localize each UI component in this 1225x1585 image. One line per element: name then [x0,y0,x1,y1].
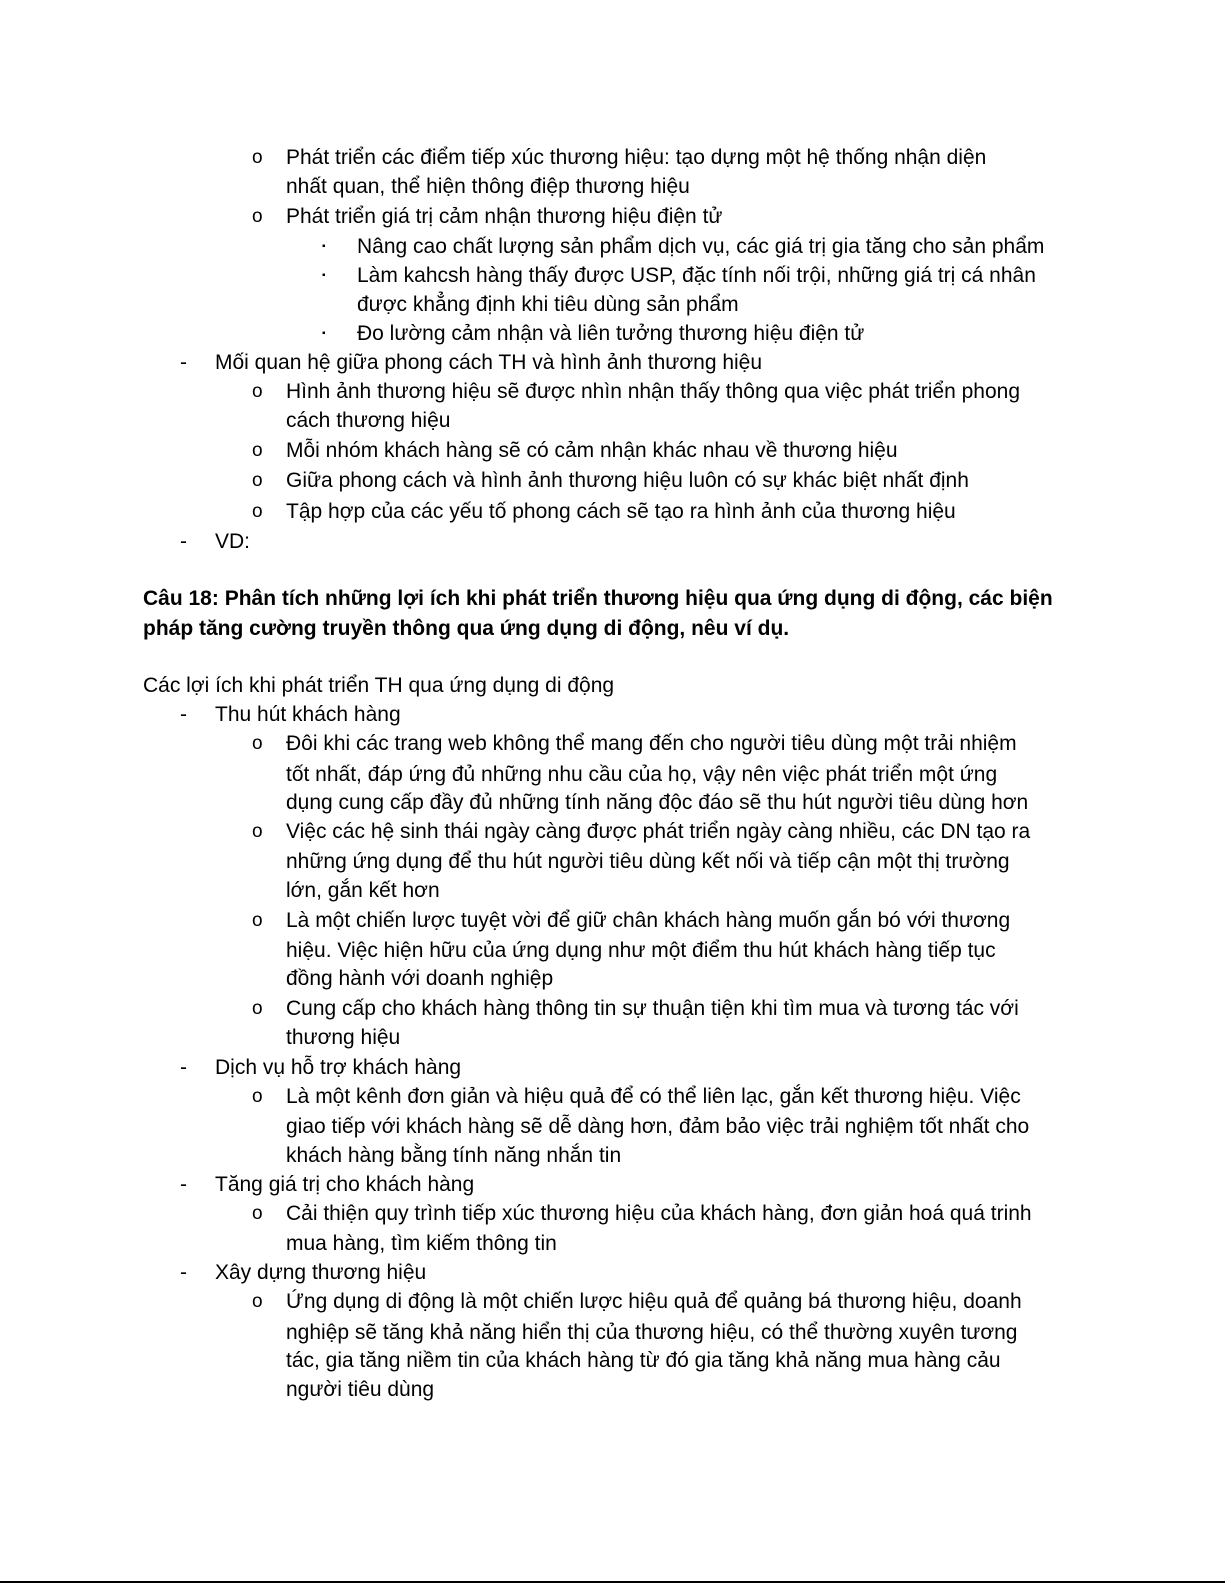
list-item-text: giao tiếp với khách hàng sẽ dễ dàng hơn, đảm bảo việc trải nghiệm tốt nhất cho [286,1115,1030,1138]
bullet-dash: - [180,703,187,726]
list-item-text: người tiêu dùng [286,1378,435,1401]
question-heading: pháp tăng cường truyền thông qua ứng dụng di động, nêu ví dụ. [143,617,790,640]
list-item-text: Việc các hệ sinh thái ngày càng được phát triển ngày càng nhiều, các DN tạo ra [286,820,1031,843]
bullet-circle: o [252,1291,263,1312]
bullet-circle: o [252,206,263,227]
list-item-text: Là một chiến lược tuyệt vời để giữ chân khách hàng muốn gắn bó với thương [286,909,1011,932]
list-item-text: Ứng dụng di động là một chiến lược hiệu quả để quảng bá thương hiệu, doanh [286,1290,1022,1313]
list-item-text: được khẳng định khi tiêu dùng sản phẩm [357,293,739,316]
list-item-text: Hình ảnh thương hiệu sẽ được nhìn nhận thấy thông qua việc phát triển phong [286,380,1021,403]
list-item-text: Tập hợp của các yếu tố phong cách sẽ tạo ra hình ảnh của thương hiệu [286,500,956,523]
bullet-dash: - [180,1173,187,1196]
list-item-text: khách hàng bằng tính năng nhắn tin [286,1144,622,1167]
list-item-text: Tăng giá trị cho khách hàng [215,1173,475,1196]
bullet-dash: - [180,351,187,374]
list-item-text: Thu hút khách hàng [215,703,401,726]
list-item-text: Dịch vụ hỗ trợ khách hàng [215,1056,462,1079]
bullet-circle: o [252,440,263,461]
list-item-text: nhất quan, thể hiện thông điệp thương hiệu [286,175,690,198]
list-item-text: Phát triển giá trị cảm nhận thương hiệu điện tử [286,205,723,228]
list-item-text: Cải thiện quy trình tiếp xúc thương hiệu của khách hàng, đơn giản hoá quá trinh [286,1202,1032,1225]
list-item-text: cách thương hiệu [286,409,451,432]
bullet-circle: o [252,1203,263,1224]
bullet-circle: o [252,147,263,168]
list-item-text: những ứng dụng để thu hút người tiêu dùng kết nối và tiếp cận một thị trường [286,850,1010,873]
section-intro: Các lợi ích khi phát triển TH qua ứng dụng di động [143,674,615,697]
list-item-text: Mối quan hệ giữa phong cách TH và hình ảnh thương hiệu [215,351,763,374]
bullet-circle: o [252,998,263,1019]
bullet-circle: o [252,733,263,754]
list-item-text: Xây dựng thương hiệu [215,1261,427,1284]
question-heading: Câu 18: Phân tích những lợi ích khi phát triển thương hiệu qua ứng dụng di động, các biện [143,587,1053,610]
list-item-text: đồng hành với doanh nghiệp [286,967,554,990]
page-bottom-border [0,1581,1225,1583]
list-item-text: Đo lường cảm nhận và liên tưởng thương hiệu điện tử [357,322,865,345]
list-item-text: Đôi khi các trang web không thể mang đến cho người tiêu dùng một trải nhiệm [286,732,1017,755]
list-item-text: lớn, gắn kết hơn [286,879,440,902]
bullet-circle: o [252,1086,263,1107]
bullet-square: ▪ [322,270,326,281]
list-item-text: mua hàng, tìm kiếm thông tin [286,1232,557,1255]
bullet-circle: o [252,381,263,402]
list-item-text: Nâng cao chất lượng sản phẩm dịch vụ, các giá trị gia tăng cho sản phẩm [357,235,1045,258]
bullet-square: ▪ [322,328,326,339]
list-item-text: thương hiệu [286,1026,401,1049]
bullet-dash: - [180,530,187,553]
list-item-text: hiệu. Việc hiện hữu của ứng dụng như một điểm thu hút khách hàng tiếp tục [286,939,996,962]
bullet-circle: o [252,821,263,842]
bullet-circle: o [252,501,263,522]
bullet-dash: - [180,1261,187,1284]
bullet-circle: o [252,470,263,491]
list-item-text: dụng cung cấp đầy đủ những tính năng độc đáo sẽ thu hút người tiêu dùng hơn [286,791,1029,814]
list-item-text: Làm kahcsh hàng thấy được USP, đặc tính nối trội, những giá trị cá nhân [357,264,1036,287]
list-item-text: tốt nhất, đáp ứng đủ những nhu cầu của họ, vậy nên việc phát triển một ứng [286,763,998,786]
list-item-text: Mỗi nhóm khách hàng sẽ có cảm nhận khác nhau về thương hiệu [286,439,898,462]
list-item-text: VD: [215,530,251,553]
bullet-dash: - [180,1056,187,1079]
bullet-circle: o [252,910,263,931]
list-item-text: Là một kênh đơn giản và hiệu quả để có thể liên lạc, gắn kết thương hiệu. Việc [286,1085,1021,1108]
list-item-text: nghiệp sẽ tăng khả năng hiển thị của thương hiệu, có thể thường xuyên tương [286,1321,1018,1344]
list-item-text: Cung cấp cho khách hàng thông tin sự thuận tiện khi tìm mua và tương tác với [286,997,1019,1020]
list-item-text: Giữa phong cách và hình ảnh thương hiệu luôn có sự khác biệt nhất định [286,469,969,492]
list-item-text: Phát triển các điểm tiếp xúc thương hiệu: tạo dựng một hệ thống nhận diện [286,146,987,169]
bullet-square: ▪ [322,241,326,252]
list-item-text: tác, gia tăng niềm tin của khách hàng từ đó gia tăng khả năng mua hàng cảu [286,1349,1001,1372]
